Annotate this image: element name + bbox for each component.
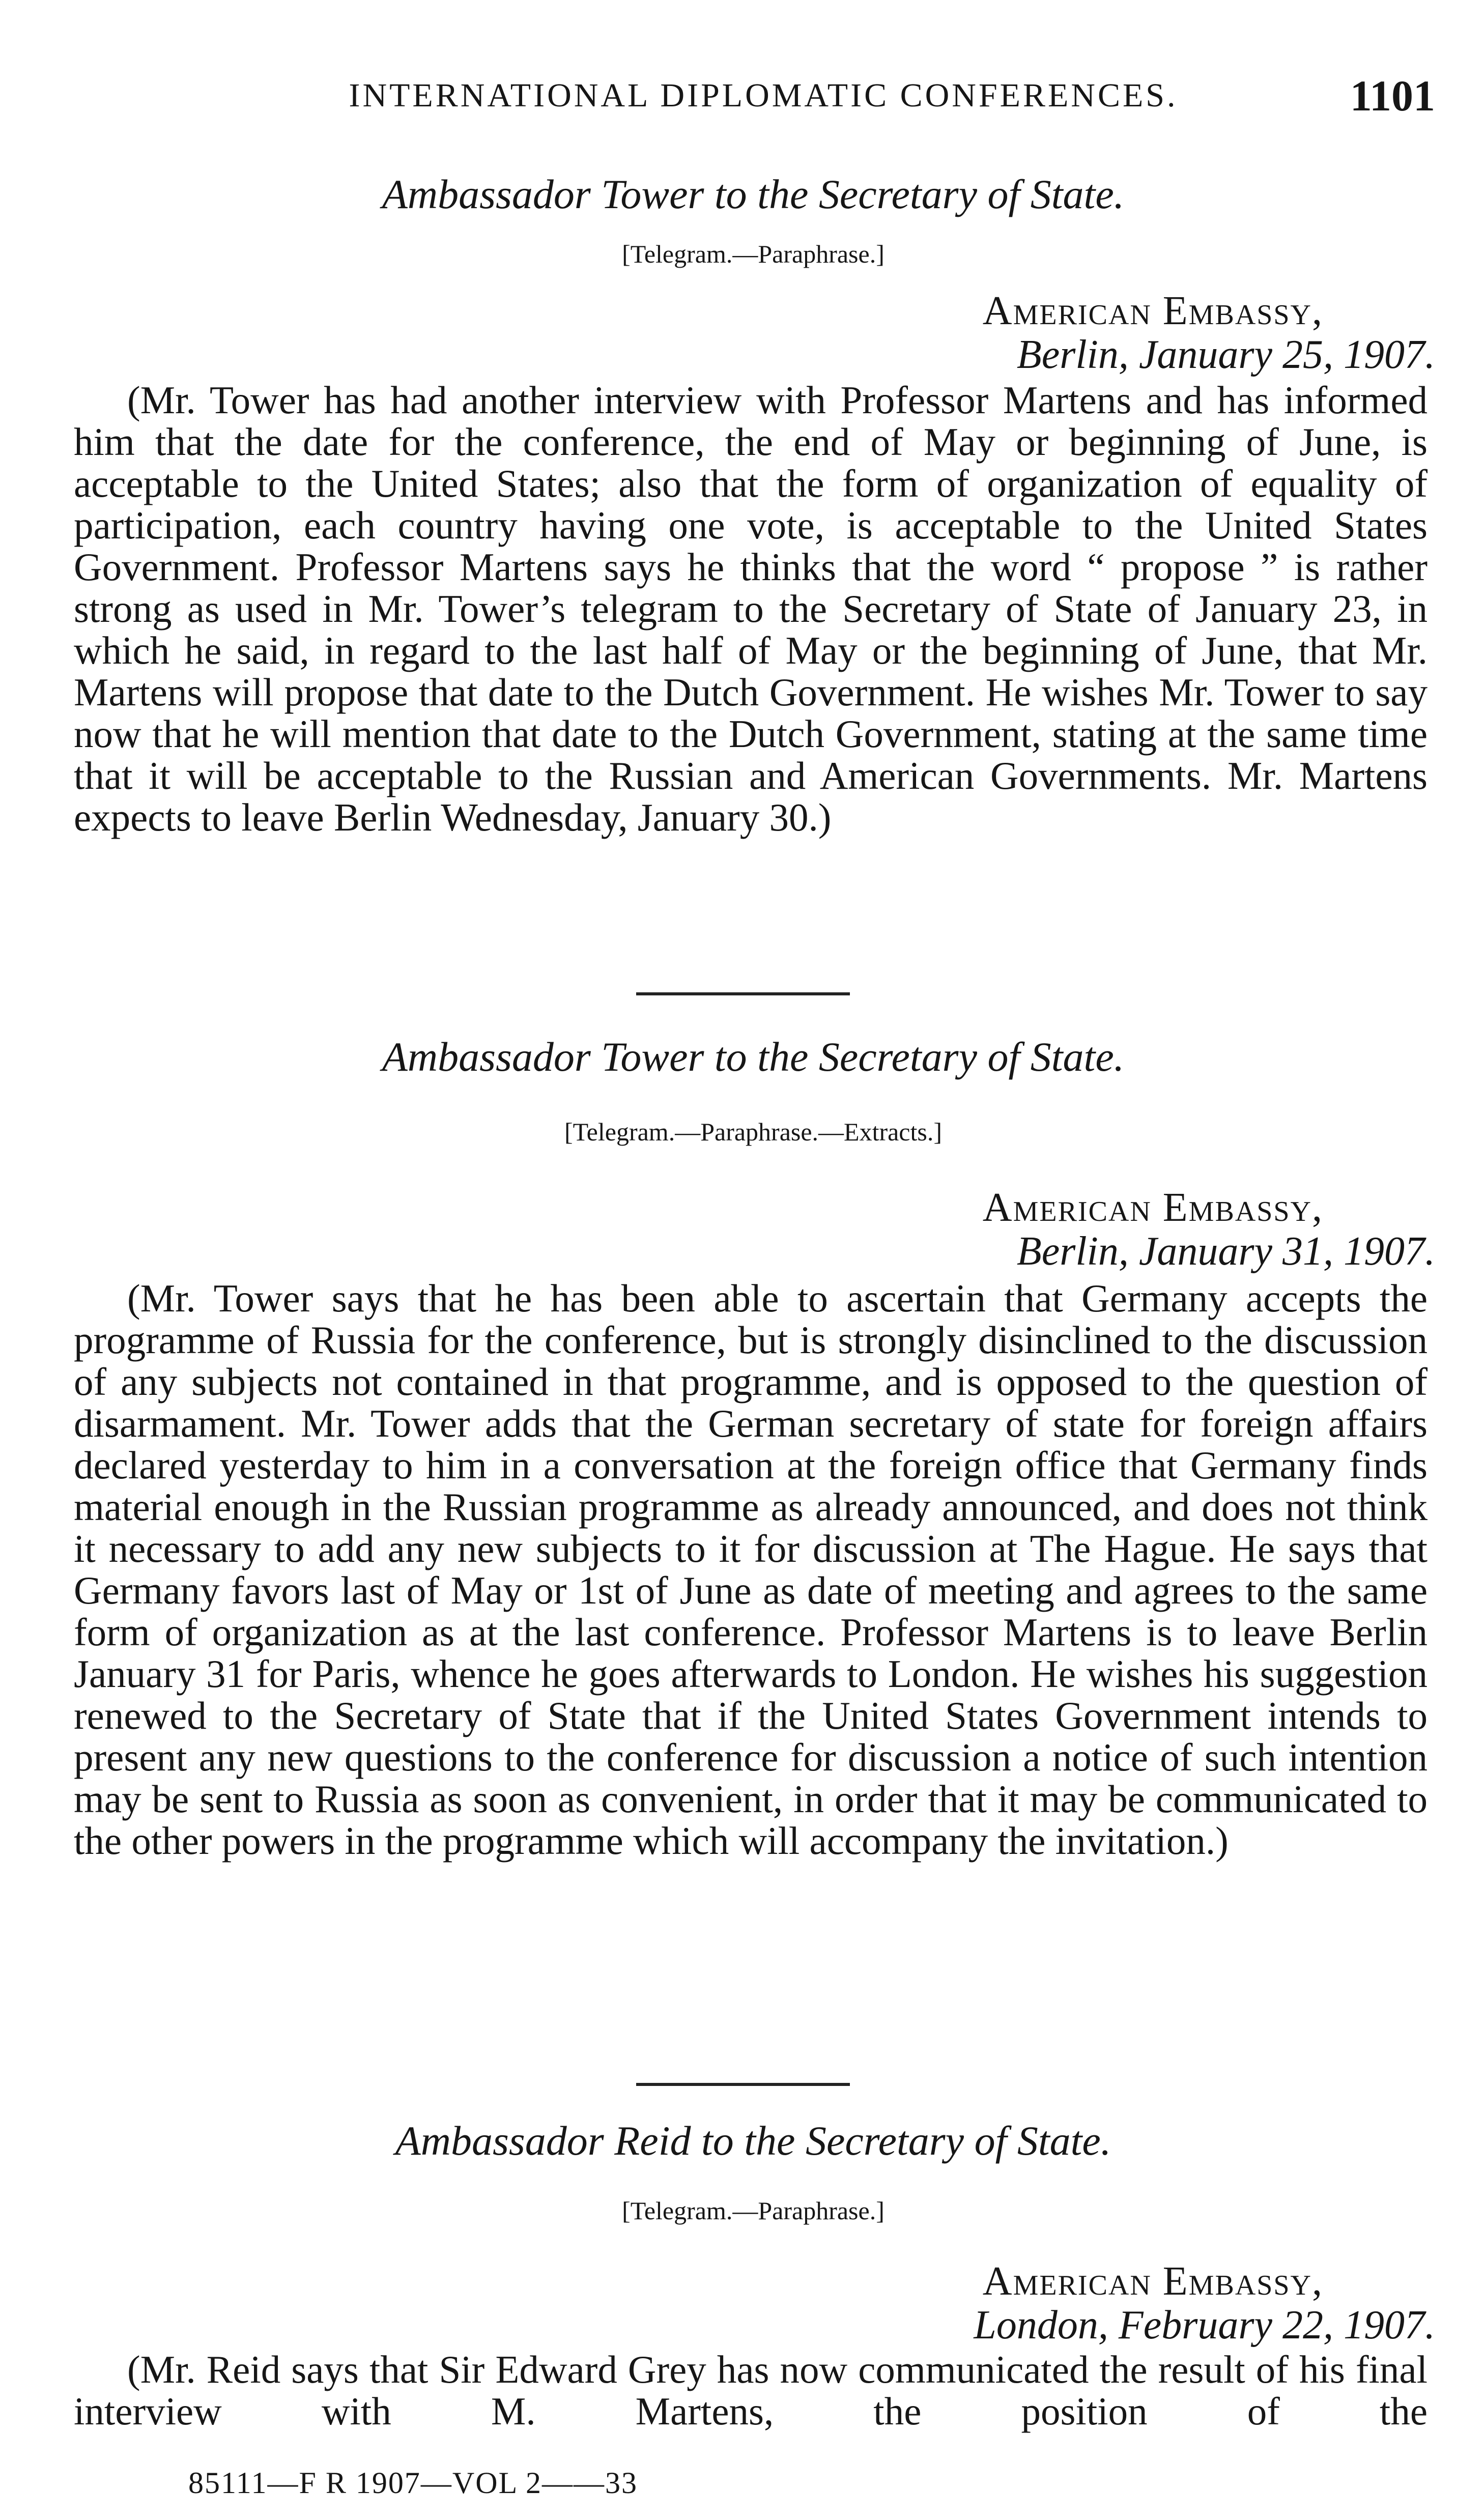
- telegram-body: (Mr. Reid says that Sir Edward Grey has now communicated the result of his final interview with M. Martens, the position of the: [74, 2348, 1428, 2433]
- section-divider: [636, 992, 850, 995]
- telegram-body: (Mr. Tower says that he has been able to ascertain that Germany accepts the programme of Russia for the conference, but is strongly disinclined to the discussion of any subjects not contained in that programme, and is opposed to the question of disarmament. Mr. Tower adds that the German secretary of state for foreign affairs declared yesterday to him in a conversation at the foreign office that Germany finds material enough in the Russian programme as already announced, and does not think it necessary to add any new subjects to it for discussion at The Hague. He says that Germany favors last of May or 1st of June as date of meeting and agrees to the same form of organization as at the last conference. Professor Martens is to leave Berlin January 31 for Paris, whence he goes afterwards to London. He wishes his suggestion renewed to the Secretary of State that if the United States Government intends to present any new questions to the conference for discussion a notice of such intention may be sent to Russia as soon as convenient, in order that it may be communicated to the other powers in the programme which will accompany the invitation.): [74, 1276, 1428, 1863]
- dateline: [974, 2259, 1435, 2347]
- dateline-place-date: Berlin, January 31, 1907.: [1016, 1229, 1435, 1274]
- document-heading: Ambassador Reid to the Secretary of State.: [395, 2118, 1111, 2164]
- telegram-body: (Mr. Tower has had another interview with Professor Martens and has informed him that the date for the conference, the end of May or beginning of June, is acceptable to the United States; also that the form of organization of equality of participation, each country having one vote, is acceptable to the United States Government. Professor Martens says he thinks that the word “ propose ” is rather strong as used in Mr. Tower’s telegram to the Secretary of State of January 23, in which he said, in regard to the last half of May or the beginning of June, that Mr. Martens will propose that date to the Dutch Government. He wishes Mr. Tower to say now that he will mention that date to the Dutch Government, stating at the same time that it will be acceptable to the Russian and American Governments. Mr. Martens expects to leave Berlin Wednesday, January 30.): [74, 378, 1428, 839]
- dateline-place-date: London, February 22, 1907.: [974, 2303, 1435, 2348]
- dateline-organization: American Embassy,: [982, 289, 1323, 333]
- page-number: 1101: [1350, 71, 1435, 120]
- document-subheading: [Telegram.—Paraphrase.]: [622, 2196, 884, 2225]
- running-title: INTERNATIONAL DIPLOMATIC CONFERENCES.: [349, 77, 1178, 114]
- dateline-organization: American Embassy,: [982, 2259, 1323, 2304]
- printer-signature: 85111—F R 1907—VOL 2——33: [188, 2466, 638, 2500]
- document-heading: Ambassador Tower to the Secretary of State.: [382, 1034, 1125, 1080]
- document-subheading: [Telegram.—Paraphrase.]: [622, 240, 884, 268]
- section-divider: [636, 2083, 850, 2086]
- document-heading: Ambassador Tower to the Secretary of State.: [382, 171, 1125, 217]
- dateline-organization: American Embassy,: [982, 1185, 1323, 1230]
- document-subheading: [Telegram.—Paraphrase.—Extracts.]: [564, 1118, 943, 1146]
- dateline: [983, 289, 1435, 377]
- dateline-place-date: Berlin, January 25, 1907.: [1016, 332, 1435, 377]
- dateline: [983, 1186, 1435, 1273]
